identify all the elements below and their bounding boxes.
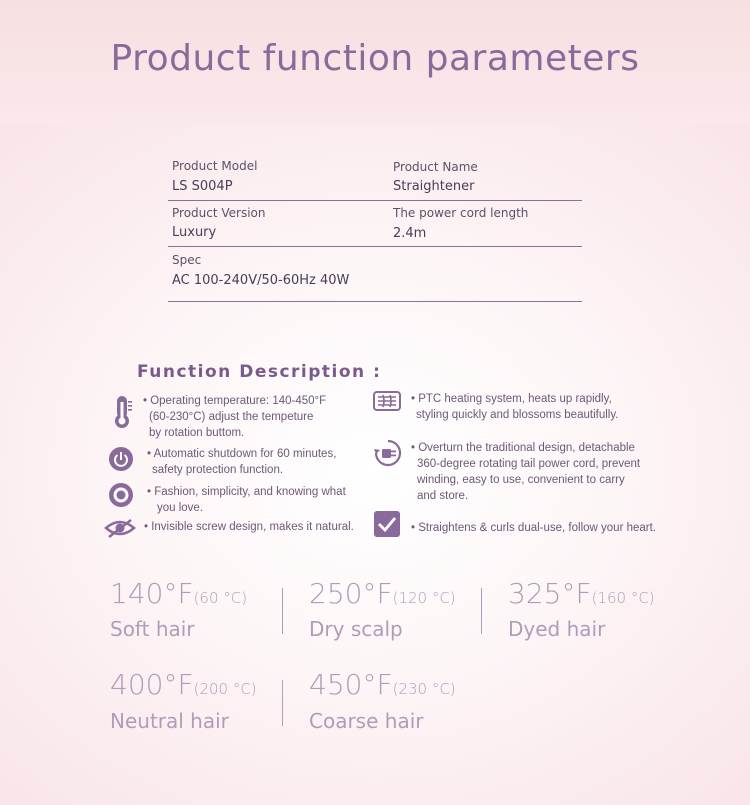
table-divider: [168, 200, 582, 201]
function-heading: Function Description :: [137, 362, 382, 382]
temp-label-3: Dyed hair: [508, 617, 606, 641]
cord-value: 2.4m: [393, 226, 427, 241]
temp-setting-2: 250°F(120 °C): [309, 577, 456, 610]
version-value: Luxury: [172, 225, 217, 240]
model-label: Product Model: [172, 159, 258, 173]
temp-label-4: Neutral hair: [110, 709, 229, 733]
function-item-dual-use: • Straightens & curls dual-use, follow your heart.: [411, 522, 657, 534]
checkbox-icon: [373, 510, 401, 538]
table-divider: [168, 246, 582, 247]
function-item-invisible-screw: • Invisible screw design, makes it natural.: [144, 521, 354, 533]
table-divider: [168, 301, 582, 302]
hidden-eye-icon: [104, 517, 136, 539]
name-label: Product Name: [393, 160, 478, 174]
temp-setting-5: 450°F(230 °C): [309, 668, 456, 701]
target-icon: [108, 482, 134, 508]
separator: [481, 588, 482, 634]
temp-label-1: Soft hair: [110, 617, 195, 641]
temp-setting-4: 400°F(200 °C): [110, 668, 257, 701]
thermometer-icon: [110, 394, 134, 430]
function-item-power-cord: • Overturn the traditional design, detachable 360-degree rotating tail power cord, prevent winding, easy to use, convenient to carry and store.: [411, 442, 641, 502]
separator: [282, 680, 283, 726]
version-label: Product Version: [172, 206, 266, 220]
spec-label: Spec: [172, 253, 202, 267]
page-title: Product function parameters: [110, 38, 640, 79]
cord-label: The power cord length: [393, 206, 529, 220]
name-value: Straightener: [393, 179, 475, 194]
function-item-ptc-heating: • PTC heating system, heats up rapidly, styling quickly and blossoms beautifully.: [411, 393, 619, 421]
model-value: LS S004P: [172, 179, 233, 194]
heater-icon: [373, 390, 401, 412]
temp-label-2: Dry scalp: [309, 617, 403, 641]
rotating-plug-icon: [373, 438, 403, 468]
separator: [282, 588, 283, 634]
temp-setting-3: 325°F(160 °C): [508, 577, 655, 610]
function-item-fashion: • Fashion, simplicity, and knowing what you love.: [147, 486, 346, 514]
temp-setting-1: 140°F(60 °C): [110, 577, 248, 610]
function-item-auto-shutdown: • Automatic shutdown for 60 minutes, safety protection function.: [147, 448, 337, 476]
temp-label-5: Coarse hair: [309, 709, 424, 733]
function-item-temperature: • Operating temperature: 140-450°F (60-230°C) adjust the tempeture by rotation buttom.: [143, 395, 327, 439]
power-icon: [108, 446, 134, 472]
spec-value: AC 100-240V/50-60Hz 40W: [172, 273, 350, 288]
